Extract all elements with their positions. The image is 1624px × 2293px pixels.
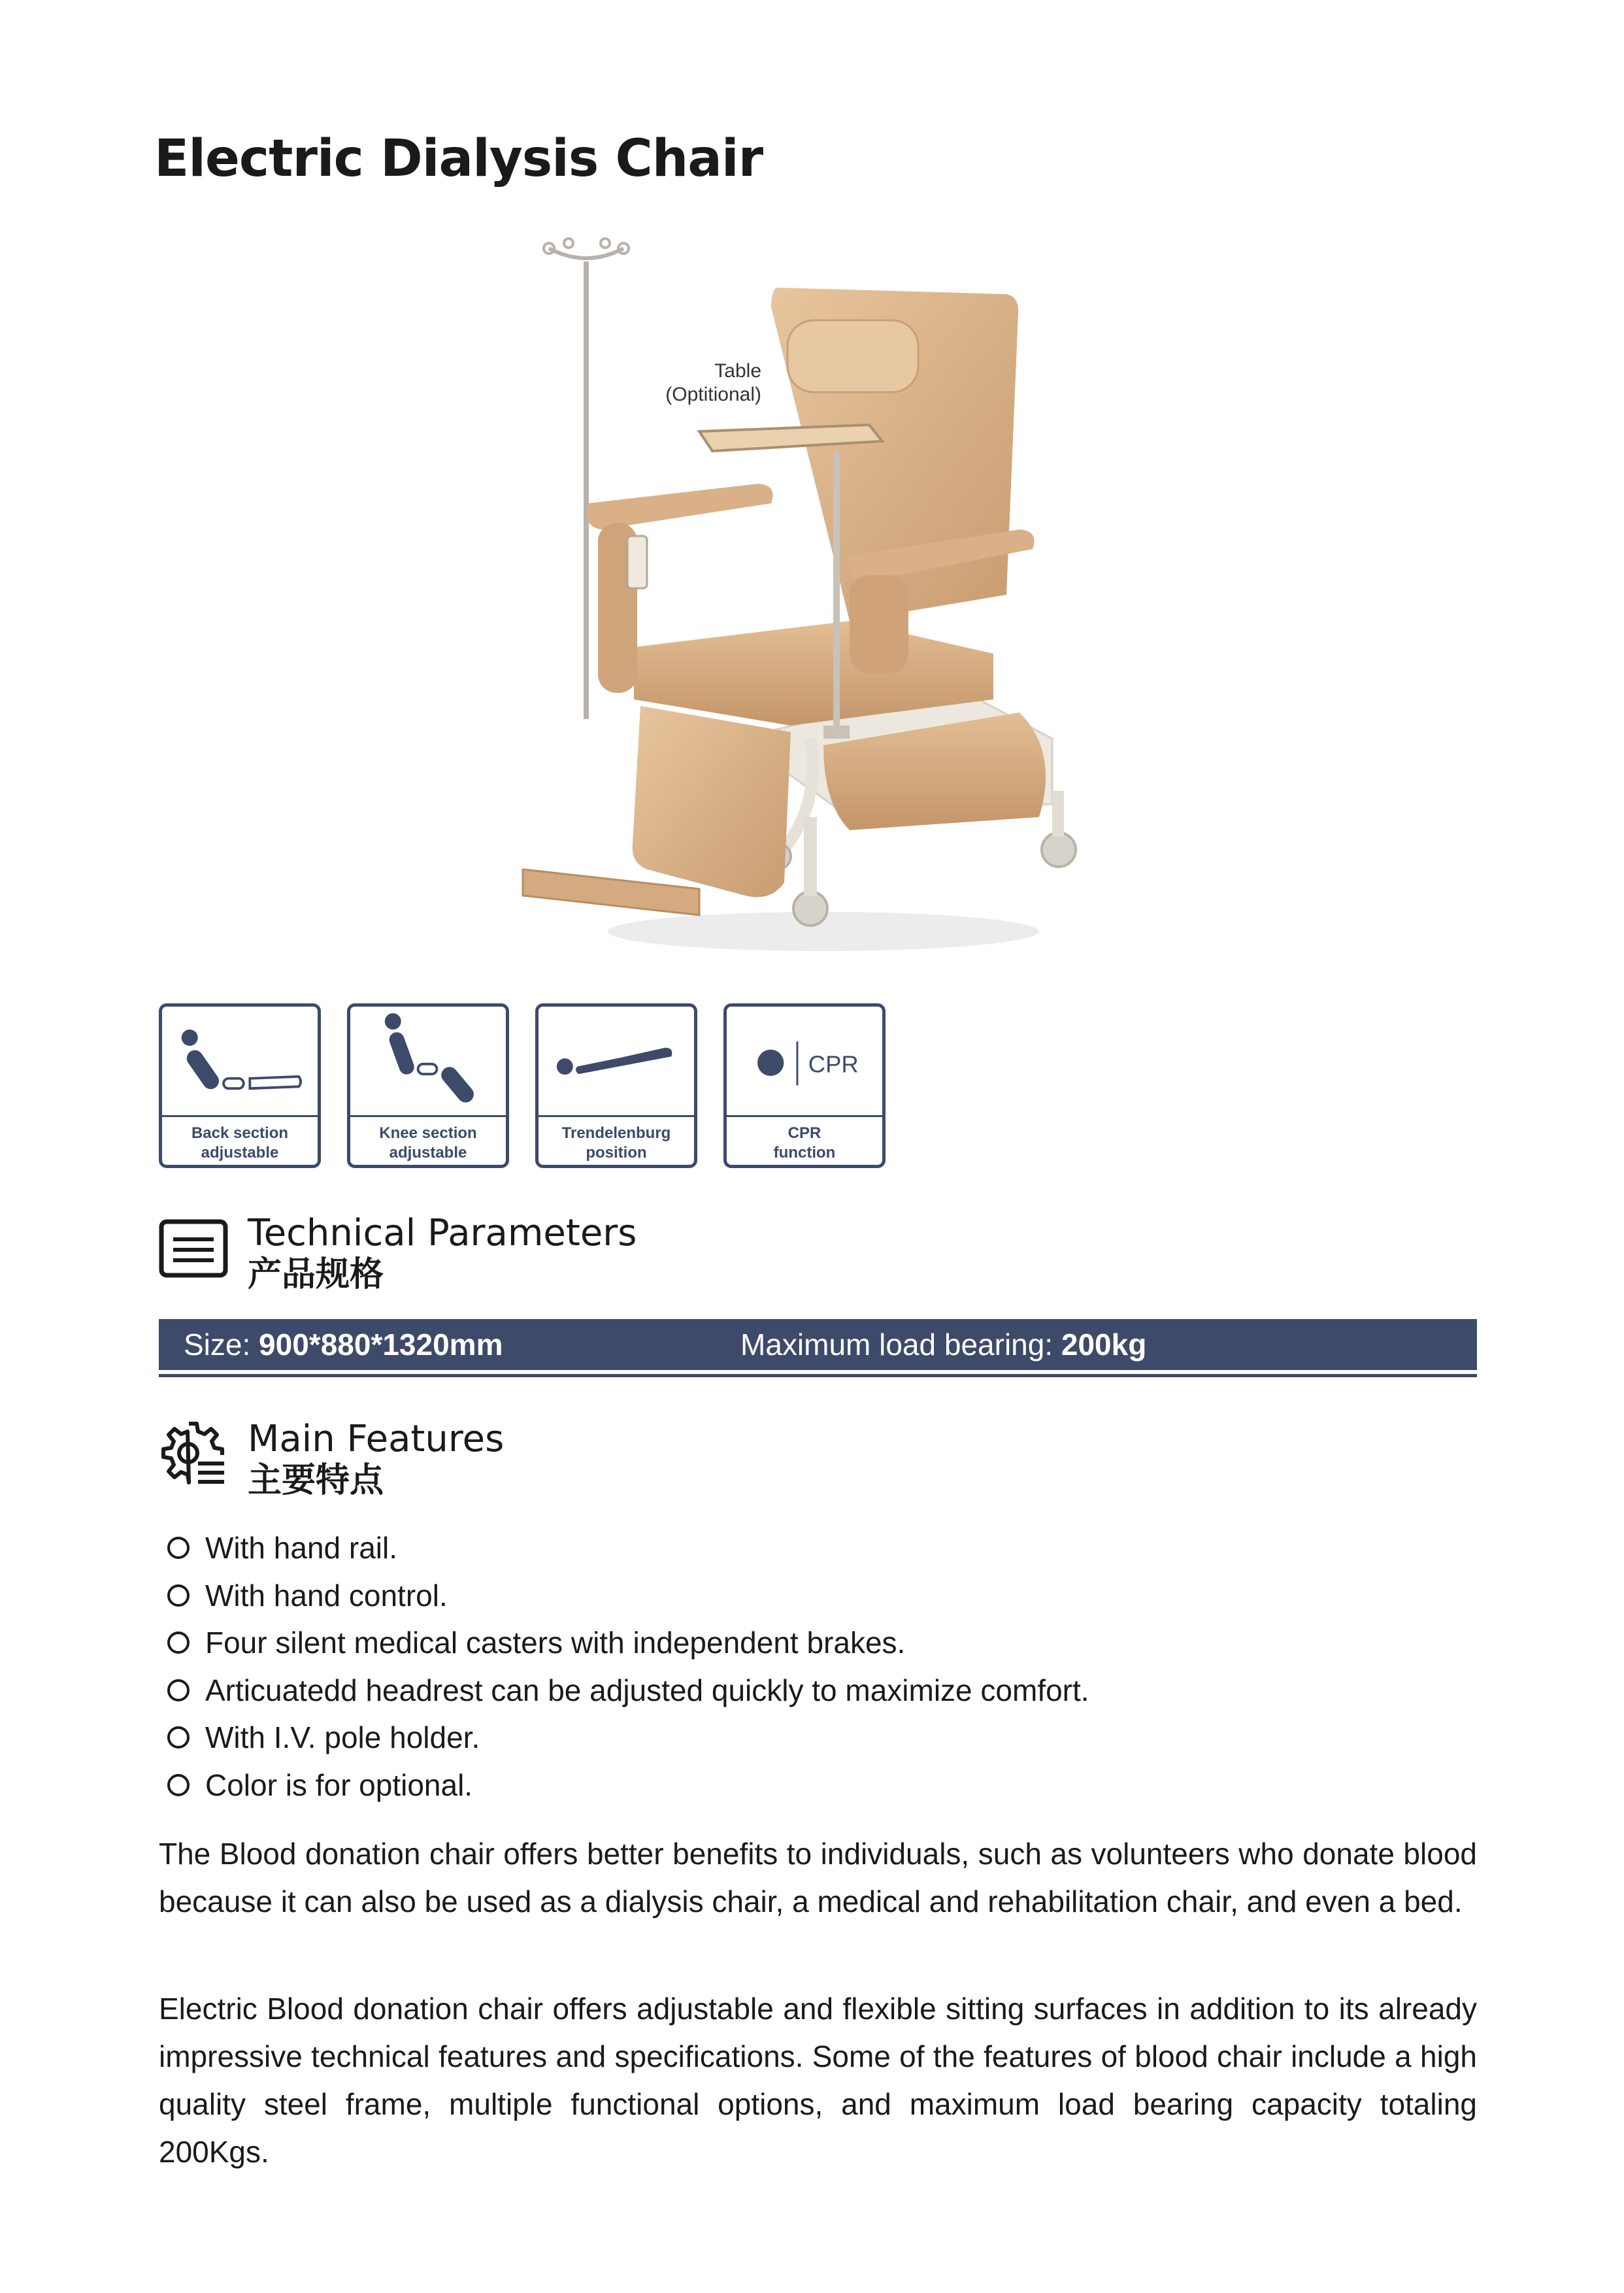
function-knee-section [347,1003,509,1168]
main-features-header [159,1418,504,1501]
function-label: CPR function [773,1124,836,1162]
features-title-cn: 主要特点 [248,1461,384,1500]
parameter-bar [159,1319,1477,1370]
features-title-en: Main Features [248,1418,505,1460]
load-parameter: Maximum load bearing: 200kg [740,1328,1147,1362]
description-paragraph-2: Electric Blood donation chair offers adjustable and flexible sitting surfaces in addition to its already impressive technical features and specifications. Some of the features of blood chair include a high quality steel frame, multiple functional options, and maximum load bearing capacity totaling 200Kgs. [159,1992,1477,2169]
feature-item: Four silent medical casters with independent brakes. [167,1619,1089,1667]
trendelenburg-icon [539,1007,694,1117]
chair-product-image [484,229,1085,961]
parameter-underline [159,1374,1477,1377]
function-icon-row [159,1003,886,1168]
function-cpr [723,1003,886,1168]
technical-title-cn: 产品规格 [248,1255,384,1294]
function-label: Knee section adjustable [379,1124,477,1162]
circle-bullet-icon [167,1632,190,1654]
technical-parameters-header [159,1213,637,1295]
function-label: Back section adjustable [191,1124,289,1162]
circle-bullet-icon [167,1726,190,1749]
function-back-section [159,1003,321,1168]
circle-bullet-icon [167,1537,190,1559]
feature-list [167,1524,1089,1809]
circle-bullet-icon [167,1774,190,1796]
callout-line-2: (Optitional) [665,384,761,405]
function-trendelenburg [535,1003,697,1168]
size-parameter: Size: 900*880*1320mm [184,1328,503,1362]
feature-item: With hand rail. [167,1524,1089,1572]
document-list-icon [159,1213,228,1282]
feature-item: Articuatedd headrest can be adjusted quickly to maximize comfort. [167,1667,1089,1715]
circle-bullet-icon [167,1679,190,1701]
cpr-graphic-text: CPR [808,1050,859,1078]
technical-title-en: Technical Parameters [248,1212,637,1254]
description-paragraph-1: The Blood donation chair offers better benefits to individuals, such as volunteers who donate blood because it can also be used as a dialysis chair, a medical and rehabilitation chair, and even a bed. [159,1837,1477,1918]
feature-item: With hand control. [167,1572,1089,1620]
function-label: Trendelenburg position [561,1124,671,1162]
knee-section-icon [350,1007,506,1117]
gear-list-icon [159,1418,228,1488]
callout-line-1: Table [714,360,761,382]
feature-item: With I.V. pole holder. [167,1714,1089,1762]
feature-item: Color is for optional. [167,1762,1089,1809]
table-callout [637,360,761,407]
cpr-icon [727,1007,882,1117]
back-section-icon [162,1007,318,1117]
circle-bullet-icon [167,1584,190,1607]
page-title: Electric Dialysis Chair [154,129,763,188]
